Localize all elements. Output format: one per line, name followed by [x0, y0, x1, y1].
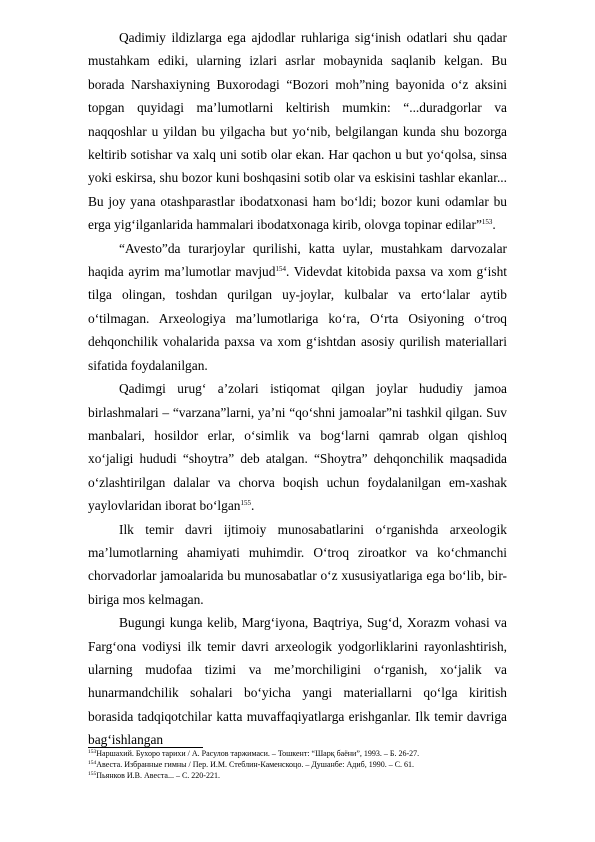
paragraph-text: Qadimiy ildizlarga ega ajdodlar ruhlariga sig‘inish odatlari shu qadar mustahkam ediki, ularning izlari asrlar mobaynida saqlanib kelgan. Bu borada Narshaxiyning Buxorodagi “Bozori moh”ning bayonida o‘z aksini topgan quyidagi ma’lumotlarni keltirish mumkin: “...duradgorlar va naqqoshlar u yildan bu yilgacha but yo‘nib, belgilangan kunda shu bozorga keltirib sotishar va xalq uni sotib olar ekan. Har qachon u but yo‘qolsa, sinsa yoki eskirsa, shu bozor kuni boshqasini sotib olar va eskisini tashlar ekanlar... Bu joy yana otashparastlar ibodatxonasi ham bo‘ldi; bozor kuni odamlar bu erga yig‘ilganlarida hammalari ibodatxonaga kirib, olovga topinar edilar”	[88, 30, 507, 233]
paragraph-regions	[88, 611, 507, 751]
main-text	[88, 26, 507, 752]
footnote-ref-153[interactable]: 153	[481, 218, 493, 227]
footnote-text: Наршахий. Бухоро тарихи / А. Расулов таржимаси. – Тошкент: “Шарқ баёни”, 1993. – Б. 26-27.	[96, 749, 420, 758]
paragraph-varzana	[88, 377, 507, 517]
paragraph-avesta	[88, 237, 507, 377]
paragraph-iron-age-relations	[88, 518, 507, 612]
paragraph-text-tail: . Videvdat kitobida paxsa va xom g‘isht tilga olingan, toshdan qurilgan uy-joylar, kulbalar va erto‘lalar aytib o‘tilmagan. Arxeologiya ma’lumotlariga ko‘ra, O‘rta Osiyoning o‘troq dehqonchilik vohalarida paxsa va xom g‘ishtdan asosiy qurilish materiallari sifatida foydalanilgan.	[88, 264, 507, 373]
footnote-154	[88, 760, 507, 771]
paragraph-ancestor-spirits	[88, 26, 507, 237]
paragraph-text-tail: .	[492, 217, 496, 233]
footnote-number: 153	[88, 749, 97, 755]
footnote-ref-154[interactable]: 154	[275, 265, 286, 274]
footnote-153	[88, 749, 507, 760]
footnote-divider	[88, 747, 203, 748]
footnote-155	[88, 771, 507, 782]
footnote-ref-155[interactable]: 155	[240, 499, 251, 508]
paragraph-text: Ilk temir davri ijtimoiy munosabatlarini o‘rganishda arxeologik ma’lumotlarning ahamiyati muhimdir. O‘troq ziroatkor va ko‘chmanchi chorvadorlar jamoalarida bu munosabatlar o‘z xususiyatlariga ega bo‘lib, bir-biriga mos kelmagan.	[88, 521, 507, 607]
paragraph-text: Qadimgi urug‘ a’zolari istiqomat qilgan joylar hududiy jamoa birlashmalari – “varzana”larni, ya’ni “qo‘shni jamoalar”ni tashkil qilgan. Suv manbalari, hosildor erlar, o‘simlik va bog‘larni qamrab olgan qishloq xo‘jaligi hududi “shoytra” deb atalgan. “Shoytra” dehqonchilik maqsadida o‘zlashtirilgan dalalar va chorva boqish uchun foydalanilgan em-xashak yaylovlaridan iborat bo‘lgan	[88, 381, 507, 514]
paragraph-text: Bugungi kunga kelib, Marg‘iyona, Baqtriya, Sug‘d, Xorazm vohasi va Farg‘ona vodiysi ilk temir davri arxeologik yodgorliklarini rayonlashtirish, ularning mudofaa tizimi va me’morchiligini o‘rganish, xo‘jalik va hunarmandchilik sohalari bo‘yicha yangi materiallarni qo‘lga kiritish borasida tadqiqotchilar katta muvaffaqiyatlarga erishganlar. Ilk temir davriga bag‘ishlangan	[88, 615, 507, 748]
footnote-number: 155	[88, 771, 97, 778]
footnotes	[88, 749, 507, 783]
paragraph-text-tail: .	[250, 498, 255, 514]
footnote-text: Авеста. Избранные гимны / Пер. И.М. Стеблин-Каменскоцо. – Душанбе: Адиб, 1990. – С. 61.	[96, 760, 415, 770]
footnote-text: Пьянков И.В. Авеста... – С. 220-221.	[96, 771, 220, 781]
paragraph-text: “Avesto”da turarjoylar qurilishi, katta uylar, mustahkam darvozalar haqida ayrim ma’lumotlar mavjud	[88, 240, 507, 280]
footnote-number: 154	[88, 760, 97, 767]
